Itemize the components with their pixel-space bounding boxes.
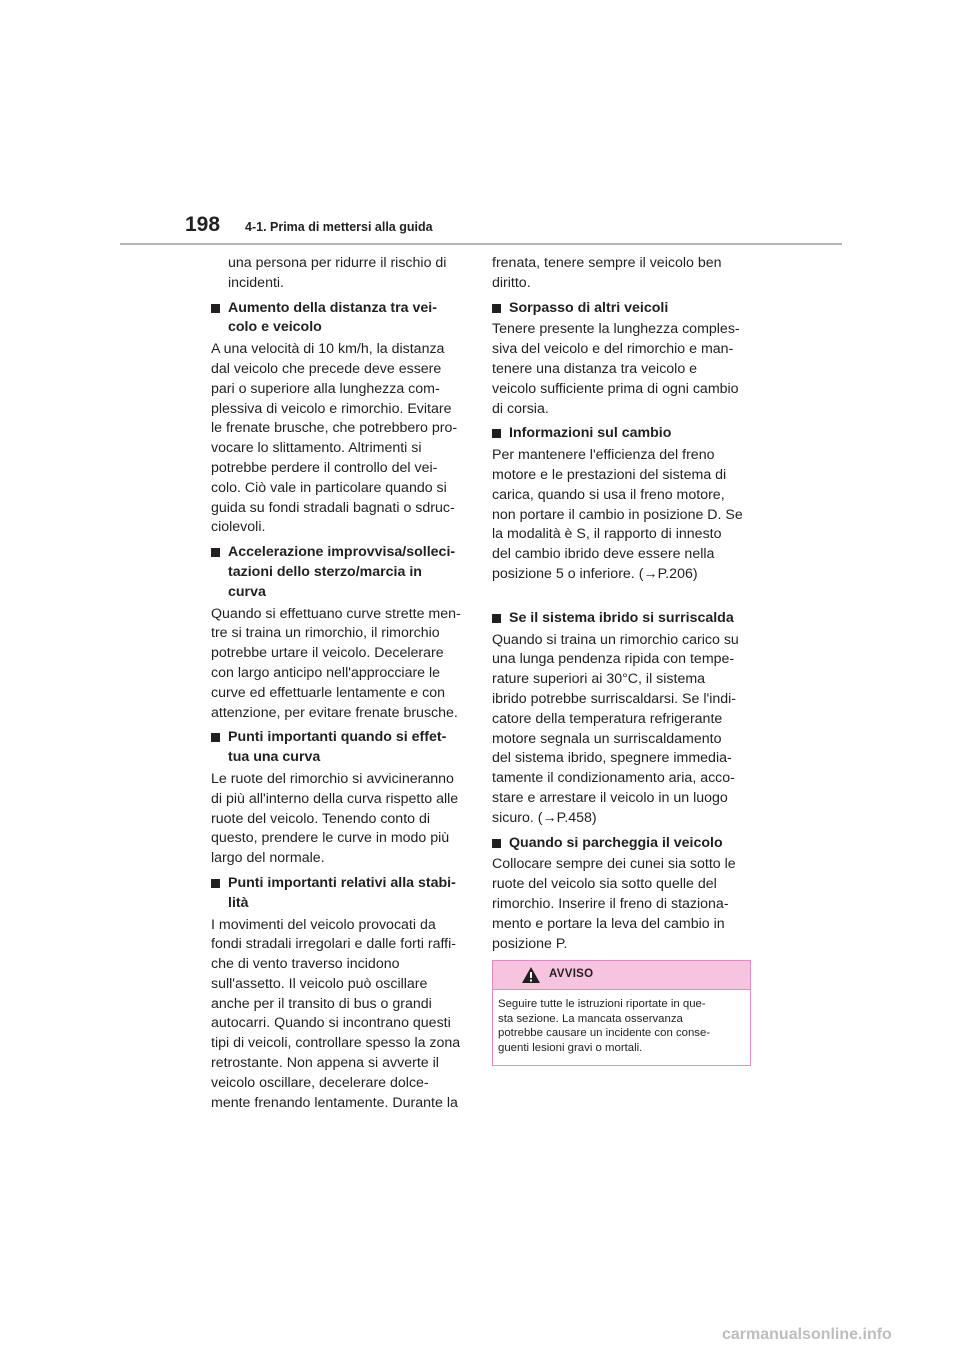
section-heading: [211, 874, 469, 914]
right-column: [492, 254, 754, 959]
bullet-square-icon: [492, 839, 501, 848]
left-column: [211, 254, 469, 1118]
bullet-square-icon: [492, 429, 501, 438]
paragraph: Collocare sempre dei cunei sia sotto le ruote del veicolo sia sotto quelle del rimorchio. Inserire il freno di staziona- mento e portare la leva del cambio in posizione P.: [492, 856, 736, 952]
heading-text: Aumento della distanza tra vei- colo e veicolo: [228, 299, 437, 336]
heading-text: Punti importanti relativi alla stabi- lità: [228, 874, 456, 911]
section-heading: [492, 299, 754, 319]
bullet-square-icon: [211, 548, 220, 557]
heading-text: Punti importanti quando si effet- tua una curva: [228, 729, 447, 766]
bullet-square-icon: [492, 304, 501, 313]
section-title: 4-1. Prima di mettersi alla guida: [245, 220, 433, 234]
heading-text: Quando si parcheggia il veicolo: [509, 834, 723, 851]
spacer: [492, 590, 754, 604]
paragraph: Le ruote del rimorchio si avvicineranno di più all'interno della curva rispetto alle ruote del veicolo. Tenendo conto di questo, prendere le curve in modo più largo del normale.: [211, 770, 459, 867]
section-heading: [211, 299, 469, 339]
bullet-square-icon: [211, 304, 220, 313]
paragraph: Quando si traina un rimorchio carico su una lunga pendenza ripida con tempe- rature superiori ai 30°C, il sistema ibrido potrebbe surriscaldarsi. Se l'indi- catore della temperatura refrigerante motore segnala un surriscaldamento del sistema ibrido, spegnere immedia- tamente il condizionamento aria, acco- stare e arrestare il veicolo in un luogo sicuro. (→P.458): [492, 631, 739, 826]
bullet-square-icon: [492, 614, 501, 623]
heading-text: Sorpasso di altri veicoli: [509, 299, 669, 316]
paragraph: Quando si effettuano curve strette men- tre si traina un rimorchio, il rimorchio potrebbe urtare il veicolo. Decelerare con largo anticipo nell'approcciare le curve ed effettuarle lentamente e con attenzione, per evitare frenate brusche.: [211, 605, 461, 721]
section-heading: [492, 834, 754, 854]
section-heading: [492, 609, 754, 629]
warning-box: [492, 960, 751, 1066]
warning-triangle-icon: [521, 966, 541, 984]
watermark: carmanualsonline.info: [722, 1326, 892, 1343]
header-rule: [120, 243, 842, 245]
heading-text: Accelerazione improvvisa/solleci- tazioni dello sterzo/marcia in curva: [228, 544, 456, 600]
bullet-square-icon: [211, 879, 220, 888]
section-heading: [492, 424, 754, 444]
heading-text: Informazioni sul cambio: [509, 425, 672, 442]
heading-text: Se il sistema ibrido si surriscalda: [509, 609, 734, 626]
warning-header: [493, 961, 750, 990]
page-number: 198: [185, 213, 221, 236]
paragraph: I movimenti del veicolo provocati da fondi stradali irregolari e dalle forti raffi- che di vento traverso incidono sull'assetto. Il veicolo può oscillare anche per il transito di bus o grandi autocarri. Quando si incontrano questi tipi di veicoli, controllare spesso la zona retrostante. Non appena si avverte il veicolo oscillare, decelerare dolce- mente frenando lentamente. Durante la: [211, 916, 461, 1111]
paragraph: Tenere presente la lunghezza comples- siva del veicolo e del rimorchio e man- tenere una distanza tra veicolo e veicolo sufficiente prima di ogni cambio di corsia.: [492, 321, 740, 417]
section-heading: [211, 728, 469, 768]
bullet-square-icon: [211, 733, 220, 742]
section-heading: [211, 543, 469, 602]
paragraph: frenata, tenere sempre il veicolo ben diritto.: [492, 255, 722, 291]
paragraph: Per mantenere l'efficienza del freno motore e le prestazioni del sistema di carica, quando si usa il freno motore, non portare il cambio in posizione D. Se la modalità è S, il rapporto di innesto del cambio ibrido deve essere nella posizione 5 o inferiore. (→P.206): [492, 447, 743, 582]
warning-title: AVVISO: [549, 968, 594, 980]
paragraph: una persona per ridurre il rischio di incidenti.: [228, 255, 447, 291]
paragraph: A una velocità di 10 km/h, la distanza dal veicolo che precede deve essere pari o superiore alla lunghezza com- plessiva di veicolo e rimorchio. Evitare le frenate brusche, che potrebbero pro- vocare lo slittamento. Altrimenti si potrebbe perdere il controllo del vei- colo. Ciò vale in particolare quando si guida su fondi stradali bagnati o sdruc- ciolevoli.: [211, 341, 458, 536]
warning-text: Seguire tutte le istruzioni riportate in que- sta sezione. La mancata osservanza potrebbe causare un incidente con conse- guenti lesioni gravi o mortali.: [498, 998, 711, 1054]
